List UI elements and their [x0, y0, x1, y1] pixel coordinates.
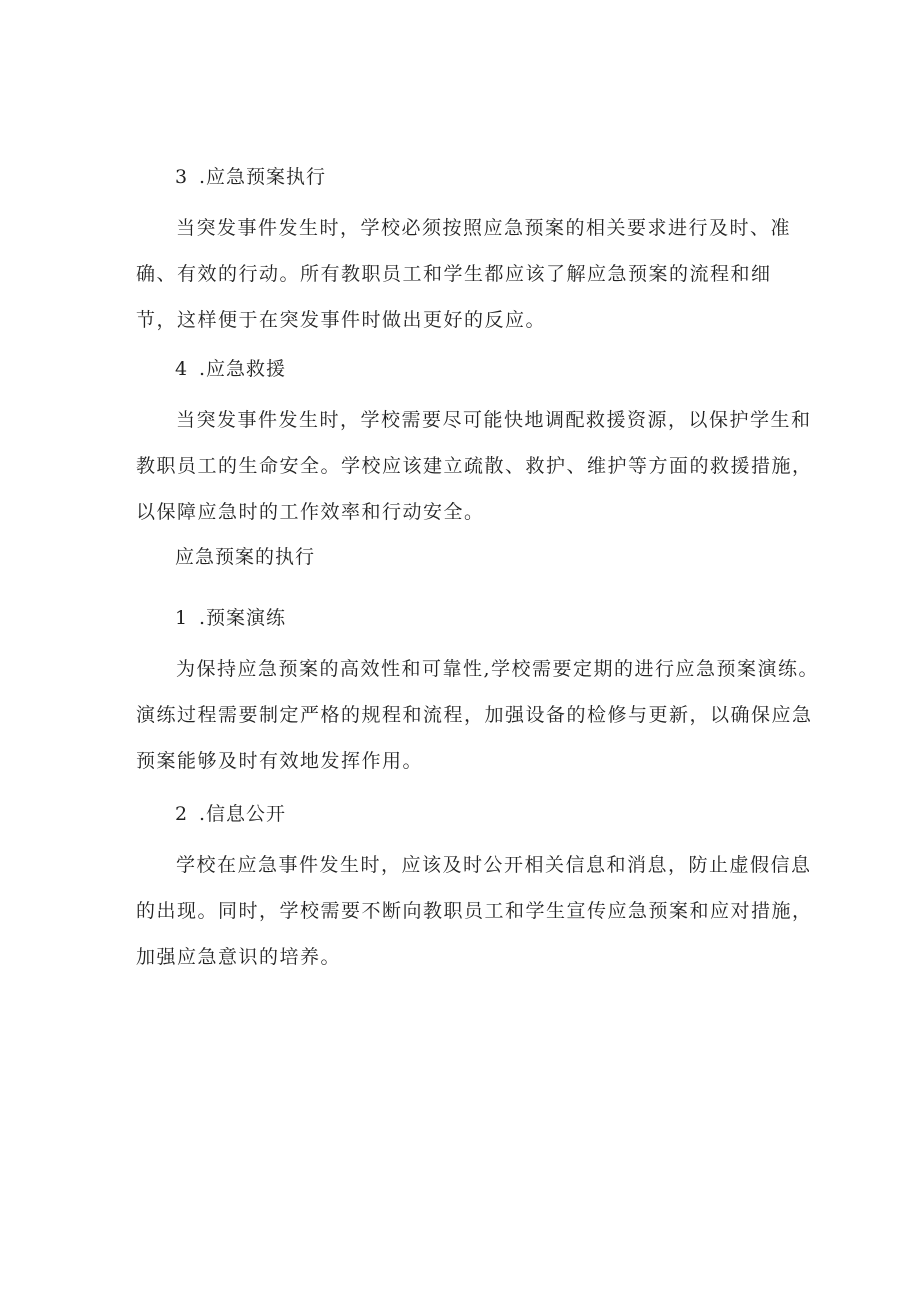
paragraph-line: 教职员工的生命安全。学校应该建立疏散、救护、维护等方面的救援措施，: [136, 455, 813, 477]
section-title: .应急救援: [199, 358, 287, 380]
section-heading-2: [175, 802, 286, 826]
paragraph-emergency-rescue: [136, 397, 813, 535]
section-number: 3: [175, 166, 189, 188]
section-title: .应急预案执行: [199, 166, 327, 188]
section-title: .预案演练: [199, 607, 287, 629]
paragraph-line: 学校在应急事件发生时，应该及时公开相关信息和消息，防止虚假信息: [176, 854, 812, 876]
paragraph-info-disclosure: [136, 842, 813, 980]
section-heading-4: [175, 357, 286, 381]
paragraph-line: 演练过程需要制定严格的规程和流程，加强设备的检修与更新，以确保应急: [136, 704, 813, 726]
paragraph-line: 当突发事件发生时，学校必须按照应急预案的相关要求进行及时、准: [176, 217, 792, 239]
section-number: 1: [175, 607, 189, 629]
paragraph-line: 以保障应急时的工作效率和行动安全。: [136, 501, 485, 523]
paragraph-emergency-execution: [136, 205, 792, 343]
paragraph-line: 当突发事件发生时，学校需要尽可能快地调配救援资源，以保护学生和: [176, 409, 812, 431]
section-title: .信息公开: [199, 803, 287, 825]
section-heading-3: [175, 165, 326, 189]
section-number: 2: [175, 803, 189, 825]
paragraph-line: 加强应急意识的培养。: [136, 946, 342, 968]
paragraph-line: 节，这样便于在突发事件时做出更好的反应。: [136, 309, 547, 331]
paragraph-line: 的出现。同时，学校需要不断向教职员工和学生宣传应急预案和应对措施，: [136, 900, 813, 922]
paragraph-line: 确、有效的行动。所有教职员工和学生都应该了解应急预案的流程和细: [136, 263, 772, 285]
section-heading-1: [175, 606, 286, 630]
subtitle: 应急预案的执行: [175, 546, 316, 568]
paragraph-line: 预案能够及时有效地发挥作用。: [136, 750, 424, 772]
paragraph-line: 为保持应急预案的高效性和可靠性,学校需要定期的进行应急预案演练。: [176, 658, 820, 680]
section-number: 4: [175, 358, 189, 380]
paragraph-drill: [136, 646, 820, 784]
